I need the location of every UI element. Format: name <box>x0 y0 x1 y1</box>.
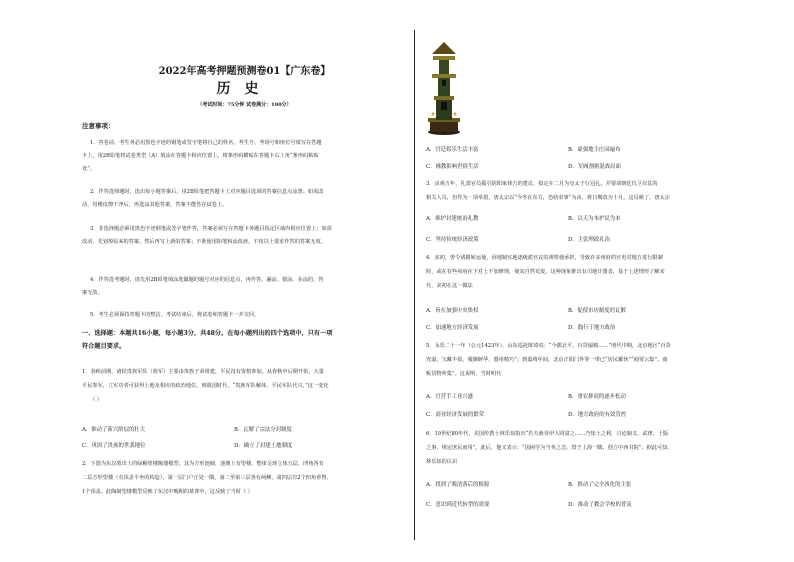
q5-option-a[interactable]: A．官营手工业兴盛 <box>426 394 474 400</box>
q5-stem-l2: 充溢，宝藏丰盈，服御鲜华，器用精巧”；到嘉靖年间，北京正阳门外等一带已“居民繁伙”“商贾云集”。商 <box>426 357 668 363</box>
section-1-heading-l2: 符合题目要求。 <box>82 343 126 350</box>
notice-2-l1: 2．作答选择题时，选出每小题答案后，用2B铅笔把答题卡上对应题目选项的答案信息点涂黑；如需改 <box>90 189 324 195</box>
q5-option-c[interactable]: C．商业经济发展的繁荣 <box>426 412 485 418</box>
exam-title: 2022年高考押题预测卷01【广东卷】 <box>158 66 331 77</box>
q6-stem-l3: 林乐知的认识 <box>426 459 458 465</box>
exam-meta: （考试时间：75分钟 试卷满分：100分） <box>197 102 292 108</box>
q4-stem-l1: 4．宋初，曾令诸路转运使，因地制宜地逐级派官议的观察使承担，导致许多州府的官吏对地方进行限制 <box>426 255 663 261</box>
notice-3-l1: 3．非选择题必须用黑色字迹钢笔或签字笔作答，答案必须写在答题卡各题目指定区域内相应位置上；如需 <box>90 226 332 232</box>
q1-stem-l3: （ ） <box>90 397 103 403</box>
subject-title: 历史 <box>216 81 273 97</box>
q6-option-c[interactable]: C．意识到近代转型的需要 <box>426 502 490 508</box>
q3-stem-l2: 相关人员，但作为一项举措，唐太宗以“今冬在东方，恐妨农事”为由，将日期改为十月。这反映了，唐太宗 <box>426 195 670 201</box>
q6-option-b[interactable]: B．推动了完全西化的主张 <box>568 482 632 488</box>
q1-stem-l2: 平民参军，立军功者可获得土地及相应的政治地位。到战国时代，“贵族军队解体，平民军队代兴。”这一变化 <box>82 383 329 389</box>
q1-option-d[interactable]: D．确立了封建土地制度 <box>234 443 293 449</box>
q4-option-d[interactable]: D．践行于地方政治 <box>568 325 616 331</box>
notice-3-l2: 改动，先划掉原来的答案，然后再写上新的答案；不准使用铅笔和涂改液。不按以上要求作答的答案无效。 <box>82 239 326 245</box>
q2-option-a[interactable]: A．宫廷娱乐生活丰富 <box>426 147 479 153</box>
q2-option-b[interactable]: B．豪强地主庄园遍布 <box>568 147 621 153</box>
q6-stem-l1: 6．19世纪80年代，美国传教士林乐知指出“若夫萌芽伊人同富之……乃知土之利，只论制义、试律、土版 <box>426 431 669 437</box>
pottery-tower-image <box>424 40 464 136</box>
notice-4-l1: 4．作答选考题时，请先用2B铅笔填涂选做题的题号对应的信息点，再作答。漏涂、错涂、多涂的，答 <box>90 277 324 283</box>
q3-option-a[interactable]: A．维护封建统治礼教 <box>426 216 479 222</box>
section-1-heading-l1: 一、选择题：本题共16小题，每小题3分，共48分。在每小题列出的四个选项中，只有一项 <box>82 330 333 337</box>
q6-option-a[interactable]: A．找到了晚清落后的根源 <box>426 482 490 488</box>
q2-stem-l2: 二层方形望楼（有顶盖平坐的构造），第一层门户正处一隅，第二至第三层各有两侧，第四层有2个四角垂脊、 <box>82 475 332 481</box>
q1-option-b[interactable]: B．瓦解了宗法分封制度 <box>234 427 292 433</box>
q6-stem-l2: 之事，规定庶民而用”。此后，他又表示：“国困学为当务之急，置于上海一隅，创立中西书院”。据此可知， <box>426 445 673 451</box>
q2-option-c[interactable]: C．佛教影响世俗生活 <box>426 164 479 170</box>
q6-option-d[interactable]: D．推动了教会学校的普及 <box>568 502 632 508</box>
q5-stem-l3: 贩货物所集”。这说明，当时明代 <box>426 371 502 377</box>
q3-option-c[interactable]: C．坚持传统经济政策 <box>426 237 479 243</box>
notice-1-l2: 卡上。用2B铅笔将试卷类型（A）填涂在答题卡相应位置上。将条形码横贴在答题卡右上角“条形码粘贴 <box>82 153 319 159</box>
notice-heading: 注意事项： <box>82 122 115 130</box>
notice-1-l3: 处”。 <box>82 166 96 172</box>
q2-option-d[interactable]: D．军阀割据混战局面 <box>568 164 621 170</box>
q5-option-b[interactable]: B．重农抑商的逐步松动 <box>568 394 626 400</box>
q5-option-d[interactable]: D．地方政府的有效管控 <box>568 412 627 418</box>
q2-stem-l3: 1个顶盖。此陶制望楼模型反映了东汉中晚期的墓葬中，这反映了当时（ ） <box>82 489 253 495</box>
notice-4-l2: 案无效。 <box>82 290 103 296</box>
q4-stem-l3: 代，宋初在这一做法 <box>426 283 473 289</box>
q3-option-b[interactable]: B．以天为本护民为本 <box>568 216 621 222</box>
q4-option-c[interactable]: C．加速地方经济发展 <box>426 325 479 331</box>
q1-option-a[interactable]: A．推动了新兴阶层的壮大 <box>82 427 146 433</box>
q3-stem-l1: 3．贞观五年，礼部官员援引阴阳家择吉的建议，拟定在二月为皇太子行冠礼，并要请朝廷仪卫仪仗的 <box>426 181 658 187</box>
notice-2-l2: 动，用橡皮擦干净后，再选涂其他答案，答案不能答在试卷上。 <box>82 202 228 208</box>
q2-stem-l1: 2．下图为东汉墓出土的绿釉望楼陶器模型，其为方形池塘，池塘上有望楼，整体呈现立体五层，四角各有 <box>82 461 324 467</box>
q4-option-b[interactable]: B．促使市坊制度的瓦解 <box>568 308 626 314</box>
q1-stem-l1: 1．春秋前期，诸侯贵族军队（族军）主要由贵族子弟组建，平民没有资格参加。从春秋中后期开始，大量 <box>82 369 324 375</box>
notice-5-l1: 5．考生必须保持答题卡的整洁。考试结束后，将试卷和答题卡一并交回。 <box>90 312 260 318</box>
q3-option-d[interactable]: D．主张理政礼治 <box>568 237 611 243</box>
q4-stem-l2: 时，或在有些州府在下对上不加修理，使其自然荒废。这种现象推出有司地计图表，基于上述情形了解宋 <box>426 269 665 275</box>
notice-1-l1: 1．答卷前，考生务必用黑色字迹的钢笔或签字笔将自己的姓名、考生号、考场号和座位号填写在答题 <box>90 140 322 146</box>
q4-option-a[interactable]: A．旨在加强中央集权 <box>426 308 479 314</box>
q5-stem-l1: 5．永乐二十一年（公元1423年），山东巡抚陈琦说：“今都北平，百货辐辏……”明代中期，北京地区“百货 <box>426 343 671 349</box>
column-divider <box>414 30 415 540</box>
q1-option-c[interactable]: C．巩固了贵族的世袭地位 <box>82 443 146 449</box>
